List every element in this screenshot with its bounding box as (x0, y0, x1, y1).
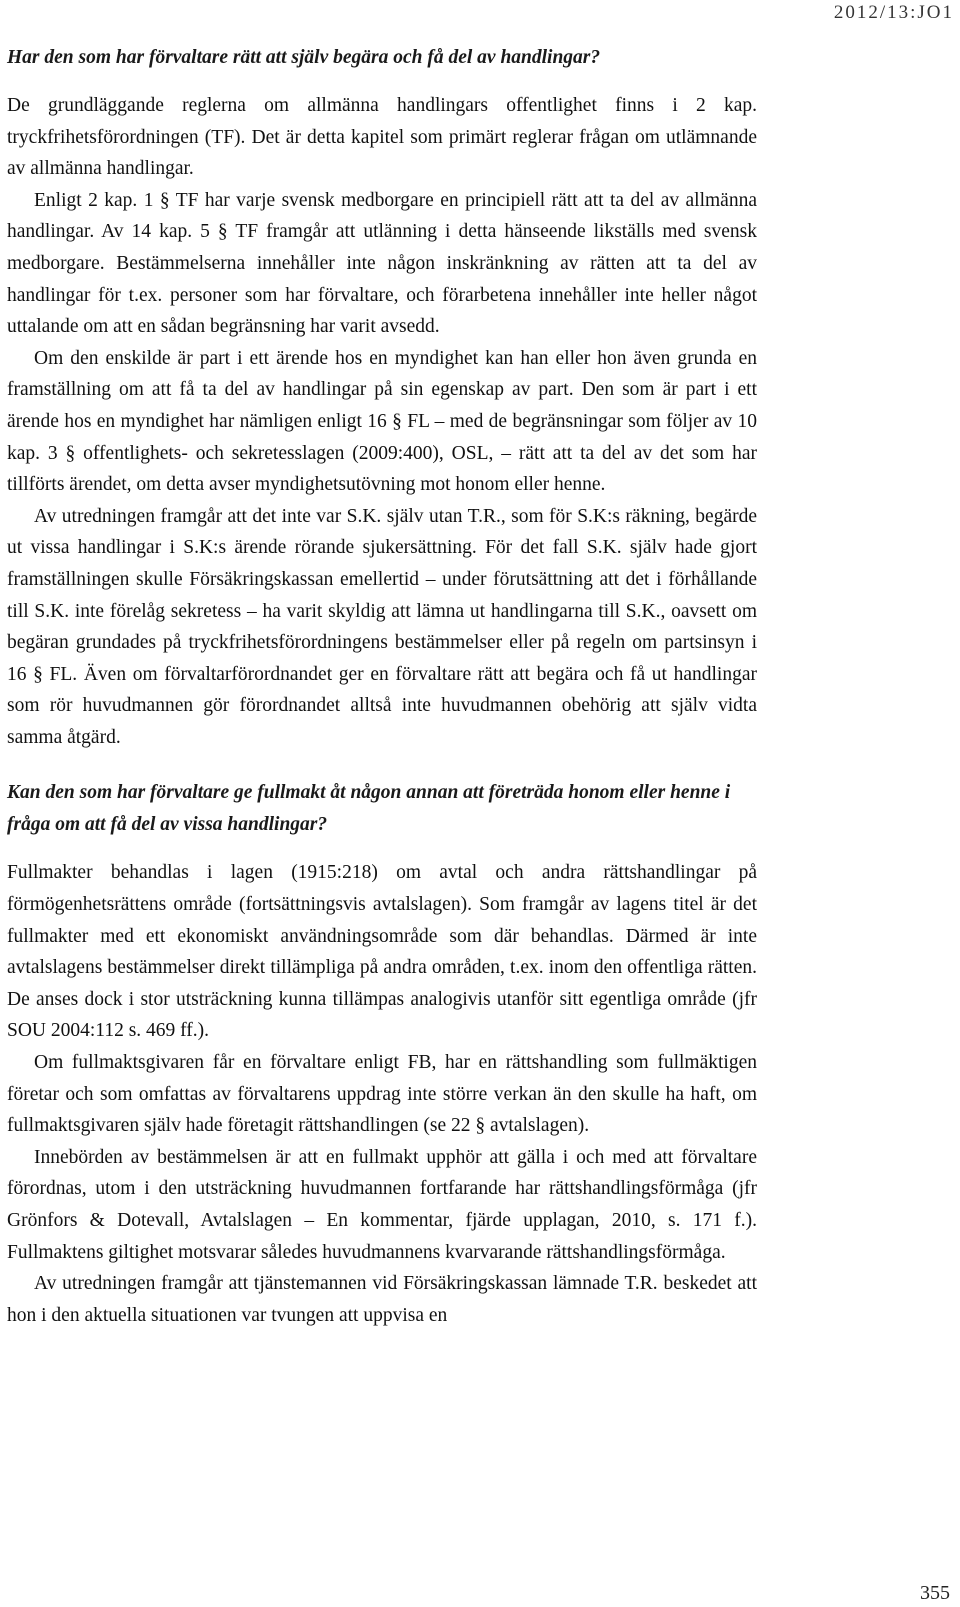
paragraph: Av utredningen framgår att det inte var S.K. själv utan T.R., som för S.K:s räkning, begärde ut vissa handlingar i S.K:s ärende rörande sjukersättning. För det fall S.K. själv hade gjort framställningen skulle Försäkringskassan emellertid – under förutsättning att det i förhållande till S.K. inte förelåg sekretess – ha varit skyldig att lämna ut handlingarna till S.K., oavsett om begäran grundades på tryckfrihetsförordningens bestämmelser eller på regeln om partsinsyn i 16 § FL. Även om förvaltarförordnandet ger en förvaltare rätt att begära och få ut handlingar som rör huvudmannen gör förordnandet alltså inte huvudmannen obehörig att själv vidta samma åtgärd. (7, 505, 757, 748)
section-2 (7, 777, 757, 1331)
section-1 (7, 42, 757, 753)
paragraph: Om den enskilde är part i ett ärende hos en myndighet kan han eller hon även grunda en framställning om att få ta del av handlingar på sin egenskap av part. Den som är part i ett ärende hos en myndighet har nämligen enligt 16 § FL – med de begränsningar som följer av 10 kap. 3 § offentlighets- och sekretesslagen (2009:400), OSL, – rätt att ta del av det som har tillförts ärendet, om detta avser myndighetsutövning mot honom eller henne. (7, 347, 757, 496)
paragraph: Innebörden av bestämmelsen är att en fullmakt upphör att gälla i och med att förvaltare förordnas, utom i den utsträckning huvudmannen fortfarande har rättshandlingsförmåga (jfr Grönfors & Dotevall, Avtalslagen – En kommentar, fjärde upplagan, 2010, s. 171 f.). Fullmaktens giltighet motsvarar således huvudmannens kvarvarande rättshandlingsförmåga. (7, 1146, 757, 1263)
document-code: 2012/13:JO1 (833, 2, 954, 23)
page-number: 355 (920, 1582, 950, 1604)
section-heading: Kan den som har förvaltare ge fullmakt åt någon annan att företräda honom eller henne i fråga om att få del av vissa handlingar? (7, 782, 731, 836)
paragraph: Om fullmaktsgivaren får en förvaltare enligt FB, har en rättshandling som fullmäktigen företar och som omfattas av förvaltarens uppdrag inte större verkan än den skulle ha haft, om fullmaktsgivaren själv hade företagit rättshandlingen (se 22 § avtalslagen). (7, 1052, 757, 1137)
paragraph: Av utredningen framgår att tjänstemannen vid Försäkringskassan lämnade T.R. beskedet att hon i den aktuella situationen var tvungen att uppvisa en (7, 1273, 757, 1326)
paragraph: Enligt 2 kap. 1 § TF har varje svensk medborgare en principiell rätt att ta del av allmänna handlingar. Av 14 kap. 5 § TF framgår att utlänning i detta hänseende likställs med svensk medborgare. Bestämmelserna innehåller inte någon inskränkning av rätten att ta del av handlingar för t.ex. personer som har förvaltare, och förarbetena innehåller inte heller något uttalande om att en sådan begränsning har varit avsedd. (7, 189, 757, 338)
document-body (7, 42, 757, 1331)
paragraph: Fullmakter behandlas i lagen (1915:218) om avtal och andra rättshandlingar på förmögenhetsrättens område (fortsättningsvis avtalslagen). Som framgår av lagens titel är det fullmakter med ett ekonomiskt användningsområde som där behandlas. Därmed är inte avtalslagens bestämmelser direkt tillämpliga på andra områden, t.ex. inom den offentliga rätten. De anses dock i stor utsträckning kunna tillämpas analogivis utanför sitt egentliga område (jfr SOU 2004:112 s. 469 ff.). (7, 862, 757, 1042)
section-heading: Har den som har förvaltare rätt att själv begära och få del av handlingar? (7, 47, 601, 68)
paragraph: De grundläggande reglerna om allmänna handlingars offentlighet finns i 2 kap. tryckfrihetsförordningen (TF). Det är detta kapitel som primärt reglerar frågan om utlämnande av allmänna handlingar. (7, 95, 757, 180)
